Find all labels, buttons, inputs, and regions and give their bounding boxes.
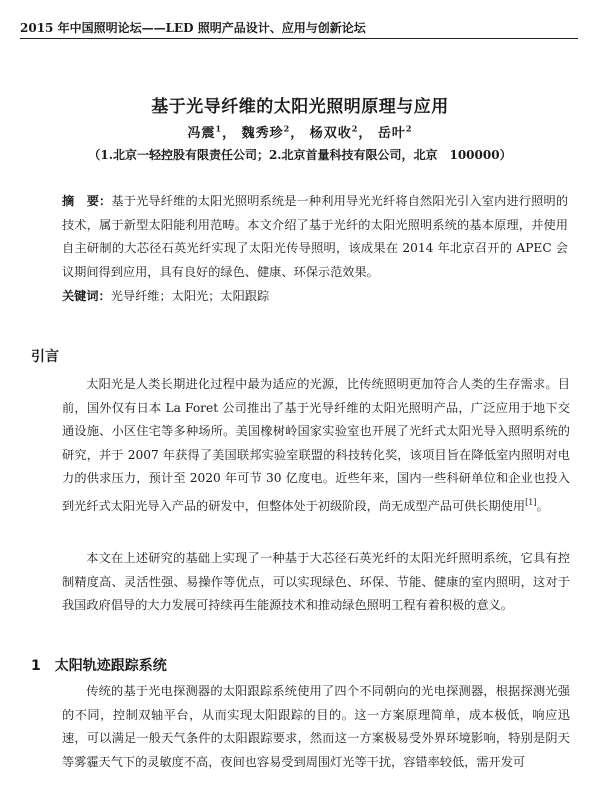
affiliation: （1.北京一轻控股有限责任公司；2.北京首量科技有限公司，北京 100000） <box>88 148 512 162</box>
citation-ref: [1] <box>525 497 537 507</box>
intro-p1-text: 太阳光是人类长期进化过程中最为适应的光源，比传统照明更加符合人类的生存需求。目前，国外仅有日本 La Foret 公司推出了基于光导纤维的太阳光照明产品，广泛应用于地下交通设施、小区住宅等多种场所。美国橡树岭国家实验室也开展了光纤式太阳光导入照明系统的研究，并于 2007 年获得了美国联邦实验室联盟的科技转化奖，该项目旨在降低室内照明对电力的供求压力，预计至 2020 年可节 30 亿度电。近些年来，国内一些科研单位和企业也投入到光纤式太阳光导入产品的研发中，但整体处于初级阶段，尚无成型产品可供长期使用 <box>62 377 570 514</box>
keywords-label: 关键词： <box>62 289 111 303</box>
section-heading-1: 1 太阳轨迹跟踪系统 <box>31 658 167 674</box>
paper-title: 基于光导纤维的太阳光照明原理与应用 <box>151 97 449 117</box>
author-1: 冯震$^1$ <box>187 123 223 141</box>
running-header-text: 2015 年中国照明论坛——LED 照明产品设计、应用与创新论坛 <box>20 21 366 35</box>
author-3: 杨双收$^2$ <box>309 123 359 141</box>
abstract-text: 基于光导纤维的太阳光照明系统是一种利用导光光纤将自然阳光引入室内进行照明的技术，属于新型太阳能利用范畴。本文介绍了基于光纤的太阳光照明系统的基本原理，并使用自主研制的大芯径石英光纤实现了太阳光传导照明，该成果在 2014 年北京召开的 APEC 会议期间得到应用，具有良好的绿色、健康、环保示范效果。 <box>62 194 569 279</box>
abstract <box>62 190 568 284</box>
intro-paragraph-1: 太阳光是人类长期进化过程中最为适应的光源，比传统照明更加符合人类的生存需求。目前，国外仅有日本 La Foret 公司推出了基于光导纤维的太阳光照明产品，广泛应用于地下交通设施、小区住宅等多种场所。美国橡树岭国家实验室也开展了光纤式太阳光导入照明系统的研究，并于 2007 年获得了美国联邦实验室联盟的科技转化奖，该项目旨在降低室内照明对电力的供求压力，预计至 2020 年可节 30 亿度电。近些年来，国内一些科研单位和企业也投入到光纤式太阳光导入产品的研发中，但整体处于初级阶段，尚无成型产品可供长期使用[1]。 <box>62 377 570 514</box>
keywords-text: 光导纤维；太阳光；太阳跟踪 <box>110 289 270 303</box>
section-heading-intro: 引言 <box>31 349 59 365</box>
running-header <box>20 20 578 39</box>
author-2: 魏秀珍$^2$ <box>241 123 291 141</box>
section-1-paragraph-1 <box>62 680 570 774</box>
intro-paragraph-2 <box>62 547 570 618</box>
abstract-label: 摘 要： <box>62 194 112 208</box>
s1-p1-text: 传统的基于光电探测器的太阳跟踪系统使用了四个不同朝向的光电探测器，根据探测光强的不同，控制双轴平台，从而实现太阳跟踪的目的。这一方案原理简单，成本极低，响应迅速，可以满足一般天气条件的太阳跟踪要求，然而这一方案极易受外界环境影响，特别是阴天等雾霾天气下的灵敏度不高，夜间也容易受到周围灯光等干扰，容错率较低，需开发可 <box>62 684 570 769</box>
intro-p2-text: 本文在上述研究的基础上实现了一种基于大芯径石英光纤的太阳光纤照明系统，它具有控制精度高、灵活性强、易操作等优点，可以实现绿色、环保、节能、健康的室内照明，这对于我国政府倡导的大力发展可持续再生能源技术和推动绿色照明工程有着积极的意义。 <box>62 551 570 613</box>
keywords <box>62 285 568 309</box>
author-4: 岳叶$^2$ <box>377 123 413 141</box>
author-list: 冯震$^1$， 魏秀珍$^2$， 杨双收$^2$， 岳叶$^2$ <box>187 123 413 141</box>
